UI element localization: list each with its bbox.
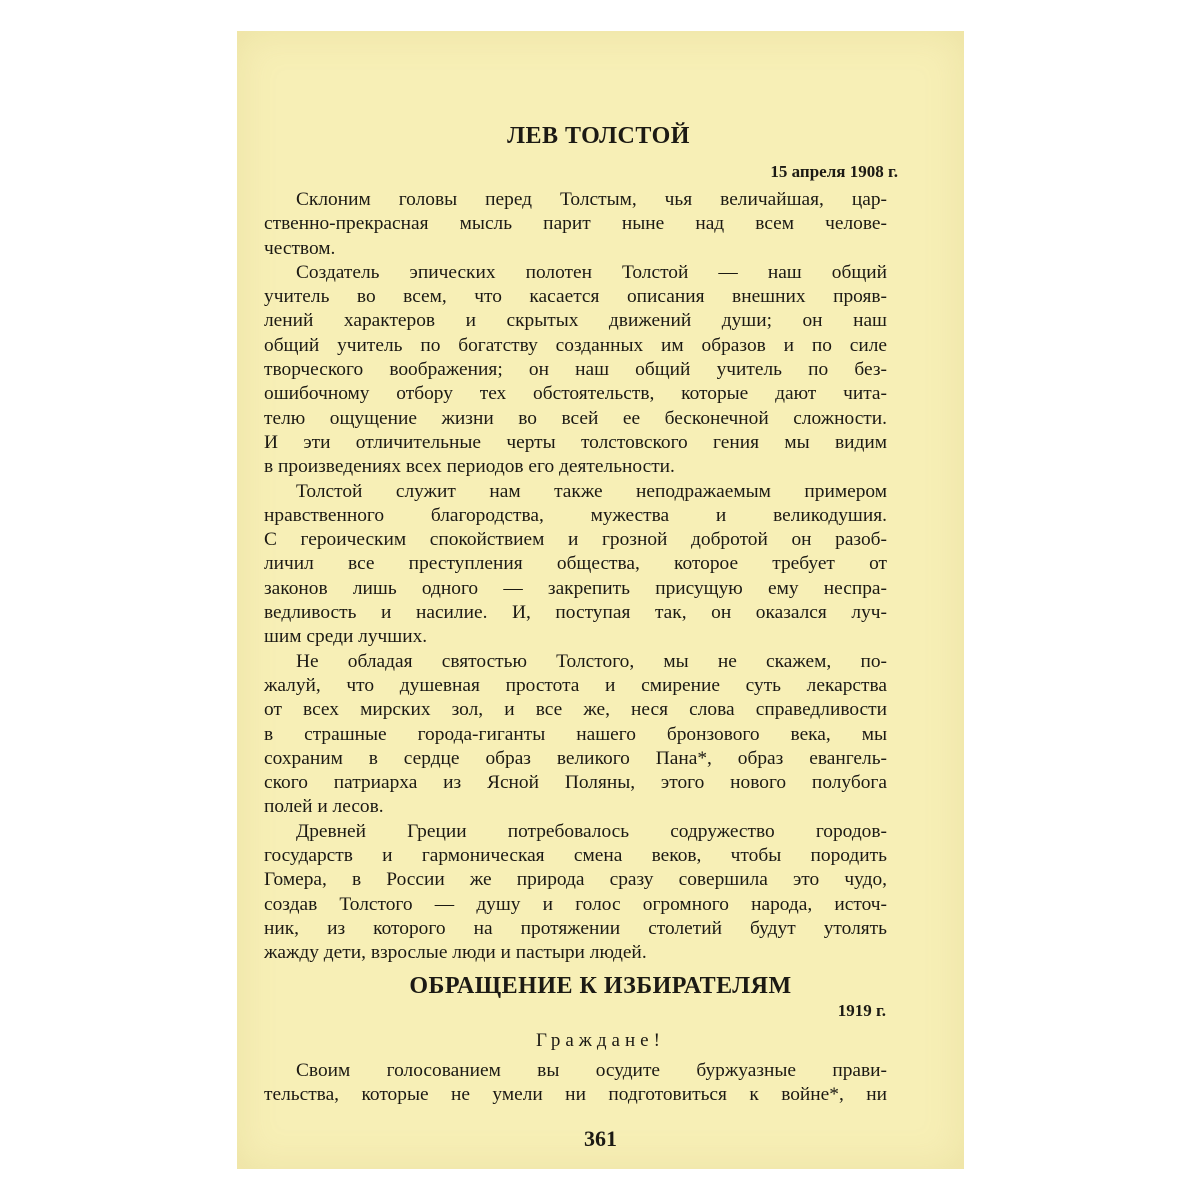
greeting: Граждане! <box>536 1030 665 1051</box>
text-line: чеством. <box>264 237 336 259</box>
text-line: ошибочному отбору тех обстоятельств, которые дают чита- <box>264 383 887 405</box>
text-line: жажду дети, взрослые люди и пастыри людей. <box>264 942 647 964</box>
text-line: государств и гармоническая смена веков, чтобы породить <box>264 845 887 867</box>
article-body-tolstoy <box>264 188 887 966</box>
text-line: в страшные города-гиганты нашего бронзового века, мы <box>264 723 887 745</box>
book-page <box>237 31 964 1169</box>
text-line: Толстой служит нам также неподражаемым примером <box>296 480 887 502</box>
article-title-tolstoy <box>237 123 964 150</box>
article-body-appeal <box>264 1059 887 1108</box>
text-line: жалуй, что душевная простота и смирение суть лекарства <box>264 674 887 696</box>
text-line: творческого воображения; он наш общий учитель по без- <box>264 359 887 381</box>
text-line: создав Толстого — душу и голос огромного народа, источ- <box>264 893 887 915</box>
text-line: С героическим спокойствием и грозной добротой он разоб- <box>264 529 887 551</box>
text-line: сохраним в сердце образ великого Пана*, образ евангель- <box>264 747 887 769</box>
text-line: ского патриарха из Ясной Поляны, этого нового полубога <box>264 772 887 794</box>
text-line: тельства, которые не умели ни подготовиться к войне*, ни <box>264 1084 887 1106</box>
text-line: ведливость и насилие. И, поступая так, он оказался луч- <box>264 602 887 624</box>
text-line: И эти отличительные черты толстовского гения мы видим <box>264 431 887 453</box>
text-line: законов лишь одного — закрепить присущую ему неспра- <box>264 577 887 599</box>
text-line: телю ощущение жизни во всей ее бесконечной сложности. <box>264 407 887 429</box>
text-line: лений характеров и скрытых движений души; он наш <box>264 310 887 332</box>
text-line: шим среди лучших. <box>264 626 428 648</box>
text-line: полей и лесов. <box>264 796 384 818</box>
text-line: Не обладая святостью Толстого, мы не скажем, по- <box>296 650 887 672</box>
article-date-1919: 1919 г. <box>837 1001 886 1020</box>
article-date-1908: 15 апреля 1908 г. <box>770 162 898 181</box>
text-line: Гомера, в России же природа сразу совершила это чудо, <box>264 869 887 891</box>
text-line: ственно-прекрасная мысль парит ныне над всем челове- <box>264 213 887 235</box>
text-line: Создатель эпических полотен Толстой — наш общий <box>296 261 887 283</box>
text-line: нравственного благородства, мужества и великодушия. <box>264 504 887 526</box>
text-line: ник, из которого на протяжении столетий будут утолять <box>264 917 887 939</box>
text-line: общий учитель по богатству созданных им образов и по силе <box>264 334 887 356</box>
text-line: Своим голосованием вы осудите буржуазные прави- <box>296 1060 887 1081</box>
text-line: Склоним головы перед Толстым, чья величайшая, цар- <box>296 189 887 210</box>
text-line: личил все преступления общества, которое требует от <box>264 553 887 575</box>
text-line: от всех мирских зол, и все же, неся слова справедливости <box>264 699 887 721</box>
page-number: 361 <box>584 1126 617 1151</box>
article-title-appeal: ОБРАЩЕНИЕ К ИЗБИРАТЕЛЯМ <box>409 973 792 999</box>
article-title-text: ЛЕВ ТОЛСТОЙ <box>507 123 690 149</box>
text-line: в произведениях всех периодов его деятельности. <box>264 456 675 478</box>
text-line: учитель во всем, что касается описания внешних прояв- <box>264 286 887 308</box>
text-line: Древней Греции потребовалось содружество городов- <box>296 820 887 842</box>
